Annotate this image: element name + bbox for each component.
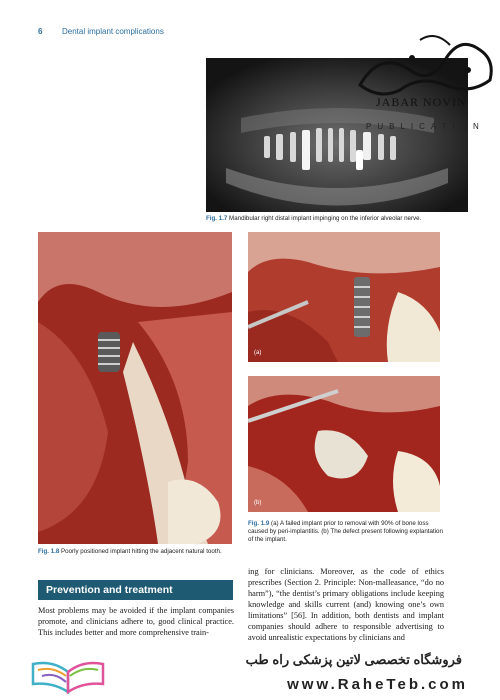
figure-1-8-photo	[38, 232, 232, 544]
logo-subtitle: PUBLICATION	[366, 122, 485, 131]
figure-1-9a-photo	[248, 232, 440, 362]
footer-persian-title: فروشگاه تخصصی لاتین پزشکی راه طب	[245, 652, 462, 667]
logo-calligraphy-icon	[350, 30, 500, 100]
figure-caption-text: (a) A failed implant prior to removal with 90% of bone loss caused by peri-implantitis. (b) The defect present following explantation of the implant.	[248, 520, 443, 543]
section-title: Prevention and treatment	[46, 584, 173, 596]
panel-label-a: (a)	[254, 350, 262, 356]
figure-1-8-caption	[38, 548, 238, 556]
figure-caption-text: Poorly positioned implant hitting the adjacent natural tooth.	[59, 548, 222, 555]
footer-website-link[interactable]: www.RaheTeb.com	[287, 676, 468, 693]
figure-label: Fig. 1.7	[206, 215, 228, 222]
open-book-icon	[28, 652, 108, 696]
figure-caption-text: Mandibular right distal implant impinging on the inferior alveolar nerve.	[227, 215, 422, 222]
figure-label: Fig. 1.9	[248, 520, 270, 527]
figure-1-9-caption	[248, 520, 448, 544]
page-number: 6	[38, 27, 43, 36]
figure-1-7-caption	[206, 215, 476, 223]
publisher-logo	[350, 30, 500, 140]
body-text-right-column: ing for clinicians. Moreover, as the code of ethics prescribes (Section 2. Principle: Non-malleasance, “do no harm”), “the dentist’s primary obligations include keeping knowledge and skills current (and) knowing one’s own limitations” [56]. In addition, both dentists and implant companies should adhere to responsible advertising to avoid unrealistic expectations by clinicians and	[248, 567, 444, 642]
body-text-left-column: Most problems may be avoided if the implant companies promote, and clinicians adhere to, good clinical practice. This includes better and more comprehensive train-	[38, 606, 234, 637]
figure-label: Fig. 1.8	[38, 548, 60, 555]
running-title: Dental implant complications	[62, 27, 164, 36]
footer-banner	[0, 646, 500, 700]
panel-label-b: (b)	[254, 500, 262, 506]
figure-1-9b-photo	[248, 376, 440, 512]
logo-name: JABAR NOVIN	[376, 95, 467, 109]
